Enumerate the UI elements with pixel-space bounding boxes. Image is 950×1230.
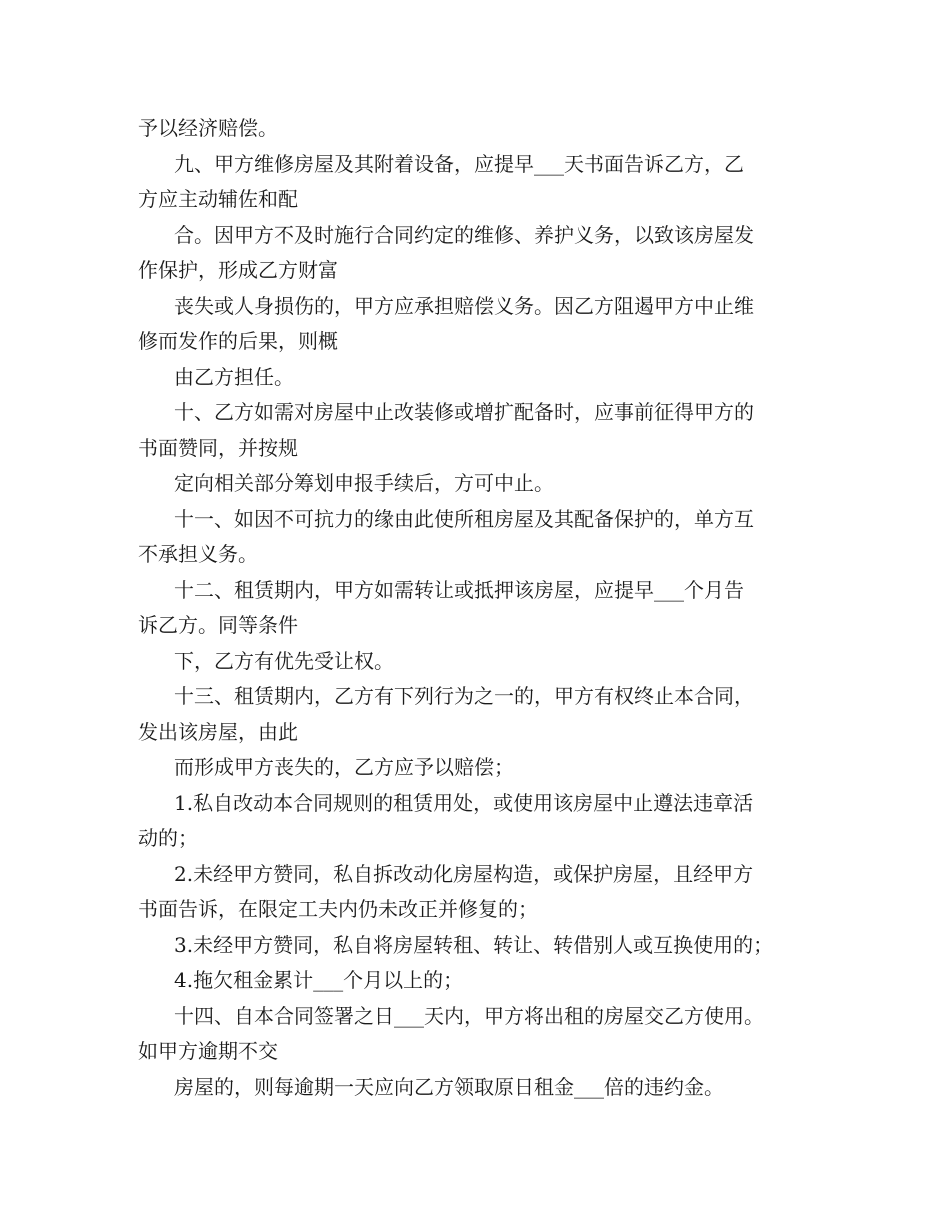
text-line: 2.未经甲方赞同，私自拆改动化房屋构造，或保护房屋，且经甲方 [174, 861, 754, 886]
text-line: 十、乙方如需对房屋中止改装修或增扩配备时，应事前征得甲方的 [174, 400, 754, 424]
text-line: 十三、租赁期内，乙方有下列行为之一的，甲方有权终止本合同， [174, 684, 754, 708]
text-line: 十一、如因不可抗力的缘由此使所租房屋及其配备保护的，单方互 [174, 506, 754, 531]
text-line: 丧失或人身损伤的，甲方应承担赔偿义务。因乙方阻遏甲方中止维 [174, 293, 754, 318]
text-line: 而形成甲方丧失的，乙方应予以赔偿； [174, 755, 514, 779]
text-line: 4.拖欠租金累计___个月以上的； [174, 968, 464, 992]
text-line: 发出该房屋，由此 [138, 719, 298, 744]
text-line: 九、甲方维修房屋及其附着设备，应提早___天书面告诉乙方，乙 [174, 151, 744, 176]
text-line: 下，乙方有优先受让权。 [174, 648, 394, 673]
text-line: 书面告诉，在限定工夫内仍未改正并修复的； [138, 897, 538, 921]
text-line: 书面赞同，并按规 [138, 435, 298, 460]
text-line: 由乙方担任。 [174, 364, 294, 389]
text-line: 予以经济赔偿。 [138, 116, 278, 140]
text-line: 动的； [138, 826, 198, 850]
text-line: 不承担义务。 [138, 542, 258, 566]
text-line: 3.未经甲方赞同，私自将房屋转租、转让、转借别人或互换使用的； [174, 932, 774, 957]
text-line: 房屋的，则每逾期一天应向乙方领取原日租金___倍的违约金。 [174, 1074, 724, 1099]
text-line: 作保护，形成乙方财富 [138, 258, 338, 282]
text-line: 如甲方逾期不交 [138, 1039, 278, 1063]
text-line: 十二、租赁期内，甲方如需转让或抵押该房屋，应提早___个月告 [174, 577, 744, 602]
text-line: 诉乙方。同等条件 [138, 613, 298, 637]
text-line: 修而发作的后果，则概 [138, 329, 338, 353]
document-body [0, 111, 824, 1105]
text-line: 方应主动辅佐和配 [138, 187, 298, 211]
text-line: 1.私自改动本合同规则的租赁用处，或使用该房屋中止遵法违章活 [174, 790, 754, 815]
text-line: 合。因甲方不及时施行合同约定的维修、养护义务，以致该房屋发 [174, 222, 754, 247]
text-line: 十四、自本合同签署之日___天内，甲方将出租的房屋交乙方使用。 [174, 1003, 764, 1028]
text-line: 定向相关部分筹划申报手续后，方可中止。 [174, 471, 554, 495]
